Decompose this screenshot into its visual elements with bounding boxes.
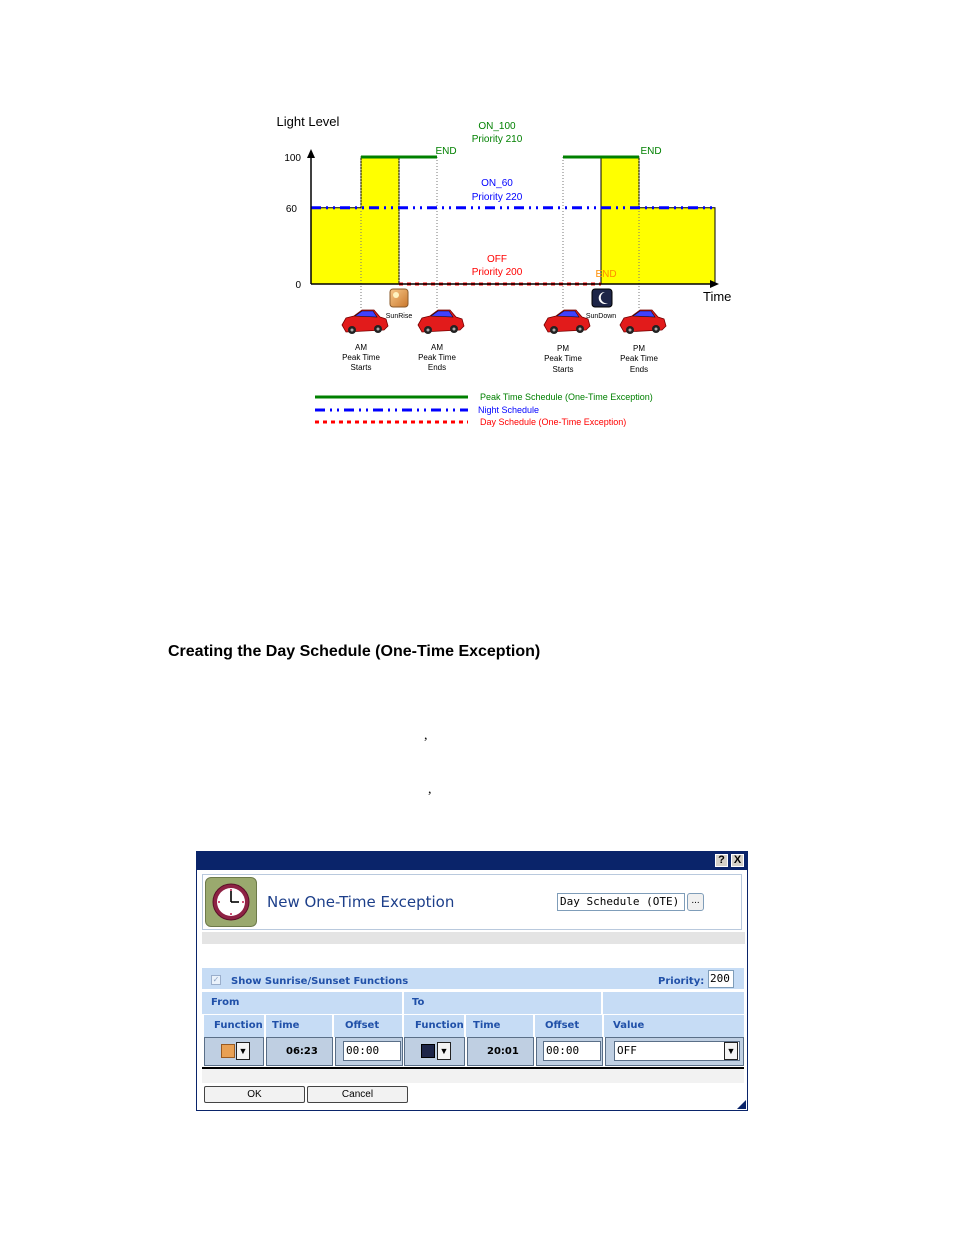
- legend-label-day: Day Schedule (One-Time Exception): [480, 417, 627, 427]
- sundown-icon: [592, 289, 612, 307]
- from-label: From: [211, 997, 240, 1008]
- priority-label: Priority:: [658, 976, 705, 987]
- annotation-end-pm: END: [640, 146, 662, 157]
- one-time-exception-dialog: [196, 851, 748, 1111]
- sundown-icon: [421, 1044, 435, 1058]
- priority-input[interactable]: 200: [708, 970, 734, 988]
- sunrise-icon: [221, 1044, 235, 1058]
- car-pm-end-icon: [620, 310, 666, 334]
- value-select[interactable]: OFF: [614, 1041, 740, 1061]
- peak-label-am-end-2: Peak Time: [418, 353, 456, 362]
- event-sunrise-label: SunRise: [385, 313, 413, 320]
- peak-label-am-end-1: AM: [431, 343, 443, 352]
- peak-label-am-start-3: Starts: [350, 363, 372, 372]
- stray-comma-2: ,: [428, 782, 432, 797]
- y-tick-60: 60: [285, 204, 297, 215]
- annotation-off-name: OFF: [487, 254, 507, 265]
- peak-label-am-end-3: Ends: [427, 363, 447, 372]
- to-value-divider: [601, 992, 603, 1014]
- show-sun-functions-label: Show Sunrise/Sunset Functions: [231, 976, 409, 987]
- peak-label-pm-end-1: PM: [633, 344, 645, 353]
- clock-icon: [205, 877, 257, 927]
- col-to-offset-label: Offset: [545, 1020, 580, 1031]
- y-tick-0: 0: [295, 280, 301, 291]
- from-to-divider: [402, 992, 404, 1014]
- peak-label-pm-end-3: Ends: [629, 365, 649, 374]
- peak-label-am-start-2: Peak Time: [342, 353, 380, 362]
- value-dropdown-arrow[interactable]: ▼: [724, 1042, 738, 1060]
- peak-label-pm-start-2: Peak Time: [544, 354, 582, 363]
- resize-grip-icon[interactable]: [737, 1100, 746, 1109]
- sunrise-icon: [390, 289, 408, 307]
- peak-label-am-start-1: AM: [355, 343, 367, 352]
- car-pm-start-icon: [544, 310, 590, 334]
- to-offset-input[interactable]: 00:00: [543, 1041, 601, 1061]
- to-time-value: 20:01: [487, 1046, 519, 1057]
- schedule-chart: [0, 0, 954, 440]
- peak-label-pm-start-3: Starts: [552, 365, 574, 374]
- from-to-row: [202, 992, 744, 1014]
- level-fill-5: [639, 208, 715, 284]
- level-fill-1: [361, 157, 399, 284]
- annotation-off-priority: Priority 200: [471, 267, 523, 278]
- schedule-name-input[interactable]: Day Schedule (OTE): [557, 893, 685, 911]
- col-value-label: Value: [613, 1020, 645, 1031]
- to-label: To: [412, 997, 425, 1008]
- dialog-titlebar: [197, 852, 747, 870]
- y-axis-arrow: [307, 149, 315, 158]
- ok-button[interactable]: OK: [204, 1086, 305, 1103]
- annotation-end-am: END: [435, 146, 457, 157]
- level-fill-0: [311, 208, 361, 284]
- browse-button[interactable]: ...: [687, 893, 704, 911]
- from-function-dropdown[interactable]: ▼: [236, 1042, 250, 1060]
- col-from-function-label: Function: [214, 1020, 263, 1031]
- level-fill-4: [601, 157, 639, 284]
- annotation-on60-priority: Priority 220: [471, 192, 523, 203]
- to-function-dropdown[interactable]: ▼: [437, 1042, 451, 1060]
- footer-bar: [202, 1069, 744, 1083]
- col-from-offset-label: Offset: [345, 1020, 380, 1031]
- peak-label-pm-end-2: Peak Time: [620, 354, 658, 363]
- event-sundown-label: SunDown: [585, 313, 617, 320]
- y-tick-100: 100: [284, 153, 301, 164]
- x-axis-title: Time: [703, 289, 732, 304]
- stray-comma-1: ,: [424, 728, 428, 743]
- col-to-function-label: Function: [415, 1020, 464, 1031]
- cancel-button[interactable]: Cancel: [307, 1086, 408, 1103]
- section-heading: Creating the Day Schedule (One-Time Exception): [168, 643, 541, 660]
- annotation-on60-name: ON_60: [481, 178, 513, 189]
- annotation-end-off: END: [595, 269, 617, 280]
- annotation-on100-name: ON_100: [478, 121, 516, 132]
- legend-label-night: Night Schedule: [478, 405, 540, 415]
- show-sun-functions-checkbox[interactable]: ✓: [212, 975, 220, 984]
- legend-label-peak: Peak Time Schedule (One-Time Exception): [480, 392, 653, 402]
- car-am-start-icon: [342, 310, 388, 334]
- annotation-on100-priority: Priority 210: [471, 134, 523, 145]
- from-offset-input[interactable]: 00:00: [343, 1041, 401, 1061]
- from-time-value: 06:23: [286, 1046, 318, 1057]
- dialog-title: New One-Time Exception: [267, 893, 455, 911]
- col-to-time-label: Time: [473, 1020, 501, 1031]
- peak-label-pm-start-1: PM: [557, 344, 569, 353]
- help-button[interactable]: ?: [715, 854, 728, 867]
- y-axis-title-line1: Light Level: [276, 114, 340, 129]
- close-button[interactable]: X: [731, 854, 744, 867]
- separator-bar: [202, 932, 745, 944]
- col-from-time-label: Time: [272, 1020, 300, 1031]
- car-am-end-icon: [418, 310, 464, 334]
